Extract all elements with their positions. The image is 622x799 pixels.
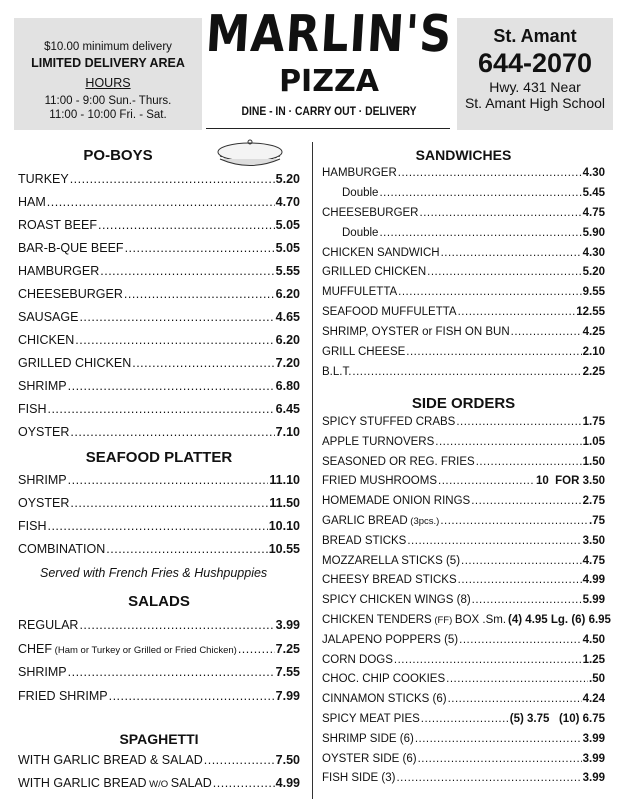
item-name: BREAD STICKS <box>322 534 407 547</box>
menu-item <box>18 241 300 264</box>
item-name: SHRIMP, OYSTER or FISH ON BUN <box>322 326 510 339</box>
dot-leader <box>471 495 581 507</box>
item-name: CHEF <box>18 641 53 656</box>
dot-leader <box>406 346 581 358</box>
dot-leader <box>420 207 582 219</box>
dot-leader <box>511 326 582 338</box>
min-delivery: $10.00 minimum delivery <box>44 41 172 53</box>
item-name: SHRIMP <box>18 379 67 393</box>
item-name: GRILLED CHICKEN <box>18 356 132 370</box>
platter-list <box>18 473 300 565</box>
item-name: CHICKEN TENDERS <box>322 613 432 626</box>
item-price: 5.99 <box>582 594 605 607</box>
item-name: CORN DOGS <box>322 653 393 666</box>
spaghetti-title: SPAGHETTI <box>119 731 199 747</box>
dot-leader <box>415 733 582 745</box>
item-price: 4.24 <box>582 693 605 706</box>
item-price: 4.75 <box>582 206 605 219</box>
menu-item <box>322 416 605 436</box>
item-price: 4.30 <box>582 167 605 179</box>
item-price: 6.45 <box>275 402 300 416</box>
menu-item <box>322 574 605 594</box>
item-price: 11.50 <box>269 496 300 510</box>
dot-leader <box>47 195 275 209</box>
menu-item <box>322 713 605 733</box>
item-name: FISH SIDE (3) <box>322 772 396 785</box>
item-name: CHEESEBURGER <box>322 206 419 219</box>
menu-item <box>322 733 605 753</box>
menu-item <box>18 753 300 776</box>
tagline: DINE - IN · CARRY OUT · DELIVERY <box>241 106 417 118</box>
sides-title: SIDE ORDERS <box>411 395 516 412</box>
menu-item <box>322 167 605 187</box>
item-name: CINNAMON STICKS (6) <box>322 693 447 706</box>
item-name: SHRIMP SIDE (6) <box>322 732 414 745</box>
item-price: 10.10 <box>268 519 300 533</box>
item-price: 3.99 <box>582 732 605 745</box>
menu-item <box>322 535 605 555</box>
column-divider <box>312 142 313 799</box>
logo <box>204 5 454 100</box>
menu-item <box>322 495 605 515</box>
item-price: 5.05 <box>275 241 300 255</box>
item-price: 3.99 <box>582 752 605 765</box>
dot-leader <box>435 436 581 448</box>
item-price: 4.75 <box>582 554 605 567</box>
item-name: COMBINATION <box>18 542 106 556</box>
item-price: 4.99 <box>275 776 300 790</box>
item-name: JALAPENO POPPERS (5) <box>322 633 459 646</box>
salads-title: SALADS <box>128 593 190 610</box>
menu-item <box>322 456 605 476</box>
item-price: 9.55 <box>582 286 605 299</box>
item-name: BAR-B-QUE BEEF <box>18 241 124 255</box>
item-price: 10.55 <box>268 542 300 556</box>
item-name: SAUSAGE <box>18 310 79 324</box>
poboys-title: PO-BOYS <box>83 147 153 164</box>
item-name-cont: SALAD <box>170 776 212 790</box>
dot-leader <box>109 689 275 703</box>
item-price: 1.25 <box>582 653 605 666</box>
item-price: 2.25 <box>582 365 605 378</box>
item-price: (4) 4.95 Lg. (6) 6.95 <box>508 613 611 626</box>
item-name: HAMBURGER <box>18 264 100 278</box>
dot-leader <box>70 496 268 510</box>
item-name: MOZZARELLA STICKS (5) <box>322 554 461 567</box>
spaghetti-list <box>18 753 300 799</box>
menu-item <box>18 379 300 402</box>
menu-item <box>18 496 300 519</box>
item-note: W/O <box>146 779 171 790</box>
dot-leader <box>68 665 275 679</box>
menu-item <box>322 594 605 614</box>
dot-leader <box>394 654 582 666</box>
dot-leader <box>204 753 275 767</box>
dot-leader <box>441 247 582 259</box>
item-name-cont: BOX .Sm. <box>454 613 507 626</box>
item-name: HAM <box>18 195 46 209</box>
menu-item <box>18 172 300 195</box>
item-name: TURKEY <box>18 172 69 186</box>
dot-leader <box>79 618 274 632</box>
item-name: WITH GARLIC BREAD <box>18 776 147 790</box>
address-line2: St. Amant High School <box>464 95 606 111</box>
item-price: 7.25 <box>275 641 300 656</box>
item-name: OYSTER <box>18 425 70 439</box>
dot-leader <box>132 356 274 370</box>
logo-pizza: PIZZA <box>279 64 379 99</box>
item-price: 2.10 <box>582 346 605 359</box>
item-price: 7.99 <box>275 688 300 703</box>
item-price: 5.05 <box>275 218 300 232</box>
item-price: 6.80 <box>275 379 300 393</box>
item-name: REGULAR <box>18 618 79 632</box>
menu-item <box>18 542 300 565</box>
dot-leader <box>100 264 274 278</box>
menu-item <box>322 555 605 575</box>
location-box <box>457 18 613 130</box>
dot-leader <box>407 535 581 547</box>
dot-leader <box>124 287 275 301</box>
dot-leader <box>476 456 582 468</box>
dot-leader <box>458 574 582 586</box>
item-name: APPLE TURNOVERS <box>322 435 435 448</box>
hours-label: HOURS <box>85 76 131 90</box>
dot-leader <box>75 333 274 347</box>
dot-leader <box>379 227 581 239</box>
item-price: 7.20 <box>275 356 300 370</box>
dot-leader <box>352 366 581 378</box>
phone: 644-2070 <box>477 48 593 78</box>
menu-item <box>322 673 605 693</box>
item-name: CHICKEN <box>18 333 75 347</box>
item-price: 5.20 <box>582 266 605 279</box>
item-name: CHEESEBURGER <box>18 287 123 301</box>
hours-weekend: 11:00 - 10:00 Fri. - Sat. <box>49 109 167 121</box>
item-name: WITH GARLIC BREAD & SALAD <box>18 753 203 767</box>
menu-item <box>322 654 605 674</box>
item-price: 12.55 <box>576 306 605 319</box>
item-name: HOMEMADE ONION RINGS <box>322 495 471 508</box>
dot-leader <box>472 594 582 606</box>
item-price: 7.50 <box>275 753 300 767</box>
item-price: 4.30 <box>582 246 605 259</box>
item-note: (FF) <box>431 614 455 626</box>
dot-leader <box>448 693 582 705</box>
limited-delivery: LIMITED DELIVERY AREA <box>31 56 185 70</box>
item-price: 3.50 <box>582 534 605 547</box>
item-price: 5.90 <box>582 226 605 239</box>
sandwiches-title: SANDWICHES <box>415 147 512 163</box>
item-name: FISH <box>18 519 47 533</box>
dot-leader <box>68 379 275 393</box>
item-name: SPICY MEAT PIES <box>322 712 420 725</box>
sandwiches-list <box>322 167 605 386</box>
item-name: SHRIMP <box>18 473 67 487</box>
item-note: (3pcs.) <box>407 515 440 527</box>
item-name: SEASONED OR REG. FRIES <box>322 455 475 468</box>
menu-item <box>18 665 300 689</box>
item-name: ROAST BEEF <box>18 218 97 232</box>
item-name: FISH <box>18 402 47 416</box>
served-with-note: Served with French Fries & Hushpuppies <box>40 566 268 580</box>
menu-item <box>322 306 605 326</box>
sandwich-icon <box>216 134 284 174</box>
item-name: GRILLED CHICKEN <box>322 266 427 279</box>
dot-leader <box>398 286 581 298</box>
menu-item <box>18 642 300 666</box>
item-name: SEAFOOD MUFFULETTA <box>322 306 457 319</box>
dot-leader <box>438 475 535 487</box>
menu-item <box>322 693 605 713</box>
dot-leader <box>446 673 588 685</box>
item-price: 6.20 <box>275 287 300 301</box>
menu-item <box>322 753 605 773</box>
item-name: FRIED MUSHROOMS <box>322 475 437 488</box>
item-price: 6.20 <box>275 333 300 347</box>
menu-item <box>322 227 605 247</box>
item-name: MUFFULETTA <box>322 286 398 299</box>
menu-item <box>322 772 605 792</box>
menu-item <box>322 247 605 267</box>
menu-item <box>18 425 300 448</box>
item-price: 1.05 <box>582 435 605 448</box>
dot-leader <box>379 187 581 199</box>
item-price: 4.25 <box>582 326 605 339</box>
menu-item <box>322 286 605 306</box>
salads-list <box>18 618 300 712</box>
item-note: (Ham or Turkey or Grilled or Fried Chicken) <box>52 644 237 656</box>
dot-leader <box>418 753 582 765</box>
item-name: SHRIMP <box>18 665 67 679</box>
item-name: CHEESY BREAD STICKS <box>322 574 457 587</box>
dot-leader <box>458 306 576 318</box>
dot-leader <box>461 555 582 567</box>
item-name: GARLIC BREAD <box>322 514 408 527</box>
dot-leader <box>213 776 275 790</box>
menu-item <box>18 310 300 333</box>
menu-item <box>322 207 605 227</box>
menu-item <box>18 287 300 310</box>
menu-item <box>18 618 300 642</box>
item-name: GRILL CHEESE <box>322 346 406 359</box>
item-price: 5.20 <box>275 172 300 186</box>
delivery-hours-box <box>14 18 202 130</box>
dot-leader <box>427 266 581 278</box>
menu-item <box>322 266 605 286</box>
menu-item <box>322 634 605 654</box>
dot-leader <box>440 515 588 527</box>
menu-item <box>322 515 605 535</box>
item-name: Double <box>342 226 379 239</box>
item-price: 5.55 <box>275 264 300 278</box>
menu-item <box>322 366 605 386</box>
item-name: Double <box>342 186 379 199</box>
item-name: SPICY STUFFED CRABS <box>322 416 456 428</box>
menu-item <box>322 187 605 207</box>
item-name: FRIED SHRIMP <box>18 688 108 703</box>
item-price: 2.75 <box>582 495 605 508</box>
town: St. Amant <box>493 26 577 46</box>
menu-item <box>322 475 605 495</box>
dot-leader <box>98 218 275 232</box>
dot-leader <box>238 642 275 656</box>
item-price: 4.50 <box>582 633 605 646</box>
menu-item <box>18 356 300 379</box>
dot-leader <box>79 310 274 324</box>
menu-item <box>322 326 605 346</box>
item-price: 3.99 <box>582 772 605 785</box>
item-price: 4.65 <box>275 310 300 324</box>
sides-list <box>322 416 611 792</box>
menu-item <box>18 689 300 713</box>
item-price: 4.99 <box>582 574 605 587</box>
item-price: 4.70 <box>275 195 300 209</box>
poboys-list <box>18 172 300 448</box>
dot-leader <box>421 713 509 725</box>
menu-item <box>18 333 300 356</box>
dot-leader <box>398 167 582 179</box>
item-price: 5.45 <box>582 186 605 199</box>
platter-title: SEAFOOD PLATTER <box>85 449 233 466</box>
dot-leader <box>47 402 274 416</box>
menu-item <box>18 218 300 241</box>
dot-leader <box>68 473 269 487</box>
item-price: (5) 3.75 (10) 6.75 <box>509 712 605 725</box>
menu-item <box>322 436 605 456</box>
item-name: CHICKEN SANDWICH <box>322 246 440 259</box>
dot-leader <box>106 542 267 556</box>
dot-leader <box>70 172 275 186</box>
item-price: 3.99 <box>275 618 300 632</box>
dot-leader <box>396 772 581 784</box>
item-name: HAMBURGER <box>322 167 397 179</box>
menu-item <box>18 402 300 425</box>
item-name: OYSTER SIDE (6) <box>322 752 417 765</box>
item-price: .75 <box>589 514 605 527</box>
hours-weekday: 11:00 - 9:00 Sun.- Thurs. <box>44 95 172 107</box>
menu-item <box>322 613 611 634</box>
dot-leader <box>456 416 581 428</box>
item-price: 11.10 <box>269 473 300 487</box>
address-line1: Hwy. 431 Near <box>489 79 581 95</box>
item-name: SPICY CHICKEN WINGS (8) <box>322 594 471 607</box>
logo-name: MARLIN'S <box>204 5 454 64</box>
menu-item <box>18 473 300 496</box>
item-price: 1.50 <box>582 455 605 468</box>
menu-item <box>18 776 300 799</box>
dot-leader <box>47 519 267 533</box>
menu-item <box>18 264 300 287</box>
item-name: OYSTER <box>18 496 70 510</box>
menu-item <box>18 195 300 218</box>
item-price: 7.10 <box>275 425 300 439</box>
dot-leader <box>459 634 581 646</box>
dot-leader <box>125 241 275 255</box>
dot-leader <box>70 425 274 439</box>
menu-item <box>322 346 605 366</box>
divider <box>206 128 450 129</box>
item-name: CHOC. CHIP COOKIES <box>322 673 446 686</box>
menu-item <box>18 519 300 542</box>
item-name: B.L.T. <box>322 365 352 378</box>
item-price: 7.55 <box>275 665 300 679</box>
item-price: 10 FOR 3.50 <box>535 475 605 488</box>
item-price: 1.75 <box>582 416 605 428</box>
item-price: .50 <box>589 673 605 686</box>
